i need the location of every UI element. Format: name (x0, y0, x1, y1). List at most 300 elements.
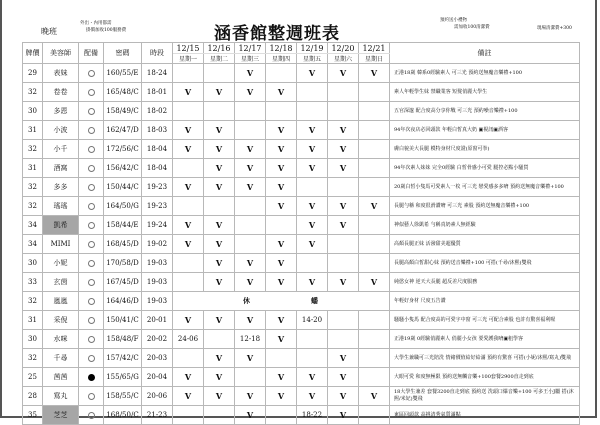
header-note-left-line2: 掛價加收100服務費 (86, 28, 127, 33)
name-cell: MIMI (43, 235, 79, 254)
equip-cell (79, 330, 104, 349)
day-cell: V (204, 387, 235, 406)
day-cell: V (297, 121, 328, 140)
open-circle-icon (88, 279, 95, 286)
day-cell: V (297, 273, 328, 292)
note-cell: 東區回頭款 高挑清秀氣質滿點 (390, 406, 580, 425)
col-time: 時段 (142, 43, 173, 64)
schedule-body (23, 64, 580, 425)
time-cell: 18-04 (142, 159, 173, 178)
day-cell (328, 83, 359, 102)
day-cell: V (266, 140, 297, 159)
day-cell: V (204, 216, 235, 235)
note-cell: 長腿高顏白皙甜心妹 預約送音樂禮+100 可搭(千尋/沐熙)雙飛 (390, 254, 580, 273)
note-cell: 正港18歲 韓系0經驗素人 可三光 預約送無魔音樂禮+100 (390, 64, 580, 83)
day-cell: V (266, 121, 297, 140)
day-cell (173, 349, 204, 368)
table-row (23, 273, 580, 292)
open-circle-icon (88, 108, 95, 115)
name-cell: 采倪 (43, 311, 79, 330)
day-cell (204, 197, 235, 216)
day-cell: V (204, 368, 235, 387)
time-cell: 19-03 (142, 273, 173, 292)
day-cell (328, 178, 359, 197)
col-notes: 備註 (390, 43, 580, 64)
col-weekday: 星期二 (204, 54, 235, 64)
day-cell: V (328, 140, 359, 159)
day-cell: V (173, 121, 204, 140)
table-row (23, 178, 580, 197)
header-note-right (440, 17, 490, 31)
day-cell (359, 121, 390, 140)
equip-cell (79, 368, 104, 387)
day-cell: V (173, 387, 204, 406)
measure-cell: 170/58/D (104, 254, 142, 273)
table-row (23, 216, 580, 235)
col-date: 12/20 (328, 43, 359, 54)
day-cell (173, 254, 204, 273)
price-cell: 30 (23, 102, 43, 121)
day-cell: V (266, 311, 297, 330)
day-cell: V (328, 387, 359, 406)
day-cell: V (204, 159, 235, 178)
header-note-left-line1: 外出・內用都需 (80, 21, 112, 26)
header-note-right-line1: 預約送小禮物 (440, 18, 467, 23)
price-cell: 33 (23, 273, 43, 292)
day-cell: V (235, 311, 266, 330)
table-row (23, 368, 580, 387)
equip-cell (79, 292, 104, 311)
col-date: 12/21 (359, 43, 390, 54)
name-cell: 酒窩 (43, 159, 79, 178)
day-cell: V (359, 197, 390, 216)
day-cell: V (297, 197, 328, 216)
day-cell: V (235, 140, 266, 159)
day-off-cell (173, 292, 390, 311)
table-row (23, 406, 580, 425)
note-cell: 94年次素人妹妹 完全0經驗 白皙骨感小可愛 腿控必點小騷貨 (390, 159, 580, 178)
day-cell (359, 178, 390, 197)
day-cell: V (328, 406, 359, 425)
day-cell: V (266, 387, 297, 406)
day-cell: V (297, 368, 328, 387)
day-cell: V (235, 178, 266, 197)
name-cell: 水咪 (43, 330, 79, 349)
day-cell: V (266, 178, 297, 197)
day-cell (204, 330, 235, 349)
time-cell: 18-02 (142, 102, 173, 121)
col-date: 12/17 (235, 43, 266, 54)
day-cell (173, 273, 204, 292)
open-circle-icon (88, 336, 95, 343)
measure-cell: 158/48/F (104, 330, 142, 349)
col-weekday: 星期三 (235, 54, 266, 64)
filled-circle-icon (88, 374, 95, 381)
header-note-far-right: 現場清潔費+300 (537, 26, 572, 31)
name-cell: 凱希 (43, 216, 79, 235)
note-cell: 神似藝人徐凱希 勻稱真奶素人無經驗 (390, 216, 580, 235)
measure-cell: 168/50/C (104, 406, 142, 425)
day-cell (359, 349, 390, 368)
col-weekday: 星期六 (328, 54, 359, 64)
day-cell (204, 64, 235, 83)
open-circle-icon (88, 317, 95, 324)
time-cell: 19-02 (142, 235, 173, 254)
note-cell: 94年次夜店必回頭款 年輕白皙真大奶 ▣視訊▣酒客 (390, 121, 580, 140)
col-date: 12/18 (266, 43, 297, 54)
day-cell: V (359, 273, 390, 292)
day-cell: V (235, 273, 266, 292)
price-cell: 30 (23, 254, 43, 273)
day-cell (297, 83, 328, 102)
col-weekday: 星期一 (173, 54, 204, 64)
day-cell: V (204, 83, 235, 102)
name-cell: 多恩 (43, 102, 79, 121)
equip-cell (79, 273, 104, 292)
open-circle-icon (88, 70, 95, 77)
day-cell: V (204, 121, 235, 140)
day-cell: V (266, 197, 297, 216)
day-cell (266, 64, 297, 83)
measure-cell: 158/49/C (104, 102, 142, 121)
measure-cell: 160/55/E (104, 64, 142, 83)
name-cell: 小妮 (43, 254, 79, 273)
day-cell: V (297, 64, 328, 83)
day-cell (359, 368, 390, 387)
open-circle-icon (88, 127, 95, 134)
price-cell: 32 (23, 178, 43, 197)
price-cell: 29 (23, 64, 43, 83)
day-cell (328, 330, 359, 349)
day-cell: V (235, 83, 266, 102)
day-cell (266, 216, 297, 235)
day-cell (297, 178, 328, 197)
table-row (23, 102, 580, 121)
day-cell: V (266, 368, 297, 387)
name-cell: 瑤瑤 (43, 197, 79, 216)
open-circle-icon (88, 222, 95, 229)
day-cell: V (204, 178, 235, 197)
price-cell: 32 (23, 140, 43, 159)
name-cell: 卷卷 (43, 83, 79, 102)
day-cell: V (359, 387, 390, 406)
price-cell: 32 (23, 197, 43, 216)
day-cell (297, 102, 328, 121)
table-row (23, 159, 580, 178)
table-row (23, 254, 580, 273)
table-row (23, 197, 580, 216)
open-circle-icon (88, 355, 95, 362)
col-date: 12/15 (173, 43, 204, 54)
open-circle-icon (88, 260, 95, 267)
day-cell: V (297, 216, 328, 235)
col-price: 牌價 (23, 43, 43, 64)
day-cell (328, 311, 359, 330)
table-row (23, 121, 580, 140)
col-weekday: 星期四 (266, 54, 297, 64)
time-cell: 21-23 (142, 406, 173, 425)
note-cell: 騷騷小隻馬 配合度高的可愛字中窗 可三光 可配合素股 也許有驚喜福利喔 (390, 311, 580, 330)
day-cell (297, 349, 328, 368)
name-cell: 表妹 (43, 64, 79, 83)
day-cell (235, 197, 266, 216)
price-cell: 32 (23, 83, 43, 102)
col-date: 12/16 (204, 43, 235, 54)
day-cell: V (173, 311, 204, 330)
day-cell (328, 102, 359, 121)
day-cell: V (235, 387, 266, 406)
measure-cell: 168/45/D (104, 235, 142, 254)
price-cell: 25 (23, 368, 43, 387)
day-cell (359, 330, 390, 349)
note-cell: 20歲白皙小隻馬可愛素人一枚 可三光 戀愛感多多唷 預約送無魔音樂禮+100 (390, 178, 580, 197)
day-cell (359, 311, 390, 330)
day-cell: V (204, 273, 235, 292)
open-circle-icon (88, 146, 95, 153)
day-cell (266, 102, 297, 121)
day-cell: V (266, 235, 297, 254)
name-cell: 多多 (43, 178, 79, 197)
time-cell: 18-03 (142, 121, 173, 140)
day-cell: V (359, 64, 390, 83)
time-cell: 18-01 (142, 83, 173, 102)
open-circle-icon (88, 241, 95, 248)
day-cell (173, 159, 204, 178)
note-cell: 長腿勻稱 和度很滑讚唷 可三光 素股 預約送無魔音樂禮+100 (390, 197, 580, 216)
time-cell: 19-24 (142, 216, 173, 235)
day-cell: V (328, 368, 359, 387)
day-cell: V (173, 368, 204, 387)
day-cell: V (204, 311, 235, 330)
measure-cell: 158/44/E (104, 216, 142, 235)
col-equip: 配備 (79, 43, 104, 64)
time-cell: 20-03 (142, 349, 173, 368)
day-cell (204, 406, 235, 425)
day-cell (297, 254, 328, 273)
price-cell: 30 (23, 330, 43, 349)
day-cell: V (297, 159, 328, 178)
name-cell: 嵐嵐 (43, 292, 79, 311)
open-circle-icon (88, 165, 95, 172)
time-cell: 18-24 (142, 64, 173, 83)
day-cell (173, 102, 204, 121)
table-row (23, 140, 580, 159)
measure-cell: 167/45/D (104, 273, 142, 292)
day-cell: V (297, 235, 328, 254)
price-cell: 35 (23, 406, 43, 425)
price-cell: 31 (23, 121, 43, 140)
name-cell: 千尋 (43, 349, 79, 368)
day-cell (359, 140, 390, 159)
header-note-left (80, 20, 126, 34)
day-cell: V (297, 387, 328, 406)
table-row (23, 349, 580, 368)
day-cell: V (204, 140, 235, 159)
day-cell: V (266, 273, 297, 292)
day-off-label: 蟠 (311, 296, 319, 305)
measure-cell: 150/44/C (104, 178, 142, 197)
price-cell: 32 (23, 349, 43, 368)
day-cell (359, 406, 390, 425)
day-cell (173, 197, 204, 216)
price-cell: 32 (23, 292, 43, 311)
price-cell: 34 (23, 216, 43, 235)
measure-cell: 155/65/G (104, 368, 142, 387)
equip-cell (79, 216, 104, 235)
note-cell: 素人年輕學生妹 禁職業客 短髮俏麗大學生 (390, 83, 580, 102)
equip-cell (79, 178, 104, 197)
col-name: 美容師 (43, 43, 79, 64)
note-cell: 年輕好身材 尺度五告讚 (390, 292, 580, 311)
day-cell (204, 102, 235, 121)
note-cell: 五官深邃 配合度高分享你戰 可三光 預約噪音樂禮+100 (390, 102, 580, 121)
day-cell: V (328, 216, 359, 235)
day-cell: V (235, 349, 266, 368)
day-cell: V (328, 64, 359, 83)
header-row-dates (23, 43, 580, 54)
day-cell (359, 102, 390, 121)
equip-cell (79, 235, 104, 254)
day-cell: V (328, 159, 359, 178)
header-note-right-line2: 需加收100清潔費 (454, 25, 490, 30)
day-cell: V (266, 254, 297, 273)
time-cell: 19-23 (142, 197, 173, 216)
time-cell: 19-23 (142, 178, 173, 197)
day-cell: V (235, 406, 266, 425)
name-cell: 小千 (43, 140, 79, 159)
day-cell (173, 64, 204, 83)
open-circle-icon (88, 184, 95, 191)
measure-cell: 158/55/C (104, 387, 142, 406)
measure-cell: 165/48/C (104, 83, 142, 102)
open-circle-icon (88, 203, 95, 210)
table-row (23, 387, 580, 406)
note-cell: 純慾女神 逆天大長腿 超反差尺度服務 (390, 273, 580, 292)
note-cell: 高顏長腿正妹 活潑甜美超優質 (390, 235, 580, 254)
open-circle-icon (88, 412, 95, 419)
day-cell (235, 121, 266, 140)
measure-cell: 162/47/D (104, 121, 142, 140)
equip-cell (79, 83, 104, 102)
open-circle-icon (88, 393, 95, 400)
table-row (23, 235, 580, 254)
equip-cell (79, 64, 104, 83)
day-cell: 14-20 (297, 311, 328, 330)
page-title: 涵香館整週班表 (214, 24, 340, 44)
day-cell: V (266, 159, 297, 178)
note-cell: 18大學生兼差 套餐3200直走到底 預約送 洗頭口爆音樂+100 可多王小J屬 搭(沐熙/米妃)雙飛 (390, 387, 580, 406)
equip-cell (79, 311, 104, 330)
name-cell: 小波 (43, 121, 79, 140)
day-cell: V (204, 235, 235, 254)
day-cell (359, 216, 390, 235)
day-cell: V (173, 178, 204, 197)
table-row (23, 64, 580, 83)
name-cell: 芝芝 (43, 406, 79, 425)
measure-cell: 164/50/G (104, 197, 142, 216)
day-cell (328, 254, 359, 273)
measure-cell: 150/41/C (104, 311, 142, 330)
day-cell: V (204, 254, 235, 273)
equip-cell (79, 254, 104, 273)
day-cell: V (173, 83, 204, 102)
equip-cell (79, 102, 104, 121)
day-cell (266, 406, 297, 425)
day-cell: V (173, 140, 204, 159)
day-cell: V (328, 349, 359, 368)
table-row (23, 330, 580, 349)
day-cell (235, 368, 266, 387)
day-cell (235, 102, 266, 121)
measure-cell: 157/42/C (104, 349, 142, 368)
day-cell: V (328, 121, 359, 140)
shift-label: 晚班 (41, 27, 57, 36)
equip-cell (79, 197, 104, 216)
price-cell: 34 (23, 235, 43, 254)
day-cell (235, 216, 266, 235)
name-cell: 玄茵 (43, 273, 79, 292)
col-measure: 密碼 (104, 43, 142, 64)
price-cell: 28 (23, 387, 43, 406)
day-cell: 24-06 (173, 330, 204, 349)
col-weekday: 星期五 (297, 54, 328, 64)
equip-cell (79, 387, 104, 406)
col-weekday: 星期日 (359, 54, 390, 64)
day-cell: V (204, 349, 235, 368)
equip-cell (79, 349, 104, 368)
table-row (23, 292, 580, 311)
price-cell: 31 (23, 159, 43, 178)
day-cell (359, 235, 390, 254)
day-cell (359, 159, 390, 178)
day-cell (297, 330, 328, 349)
table-row (23, 83, 580, 102)
day-cell: V (297, 140, 328, 159)
schedule-table (22, 42, 580, 425)
open-circle-icon (88, 89, 95, 96)
time-cell: 18-04 (142, 140, 173, 159)
equip-cell (79, 406, 104, 425)
measure-cell: 164/46/D (104, 292, 142, 311)
measure-cell: 172/56/C (104, 140, 142, 159)
day-cell (235, 235, 266, 254)
equip-cell (79, 159, 104, 178)
name-cell: 茜茜 (43, 368, 79, 387)
time-cell: 20-02 (142, 330, 173, 349)
day-cell: 12-18 (235, 330, 266, 349)
note-cell: 大眼可愛 和度無極限 預約送無觸音樂+100套餐2900直走到底 (390, 368, 580, 387)
day-cell: V (266, 330, 297, 349)
day-cell: V (328, 273, 359, 292)
equip-cell (79, 121, 104, 140)
time-cell: 20-04 (142, 368, 173, 387)
open-circle-icon (88, 298, 95, 305)
day-cell (359, 254, 390, 273)
note-cell: 正港19歲 0經驗俏麗素人 俏麗小女孩 要愛護我唷▣租學客 (390, 330, 580, 349)
day-cell: V (173, 216, 204, 235)
day-cell: V (173, 235, 204, 254)
table-row (23, 311, 580, 330)
note-cell: 大學生兼職可三光陪洗 情緒價值給好給滿 預約有驚喜 可搭(小妮/沐熙/寫丸)雙飛 (390, 349, 580, 368)
measure-cell: 156/42/C (104, 159, 142, 178)
note-cell: 膚白貌美大長腿 模特身材尺度證(原窗可拳) (390, 140, 580, 159)
day-cell: V (266, 83, 297, 102)
day-off-label: 休 (243, 296, 251, 305)
time-cell: 20-01 (142, 311, 173, 330)
time-cell: 19-03 (142, 292, 173, 311)
day-cell (173, 406, 204, 425)
price-cell: 31 (23, 311, 43, 330)
